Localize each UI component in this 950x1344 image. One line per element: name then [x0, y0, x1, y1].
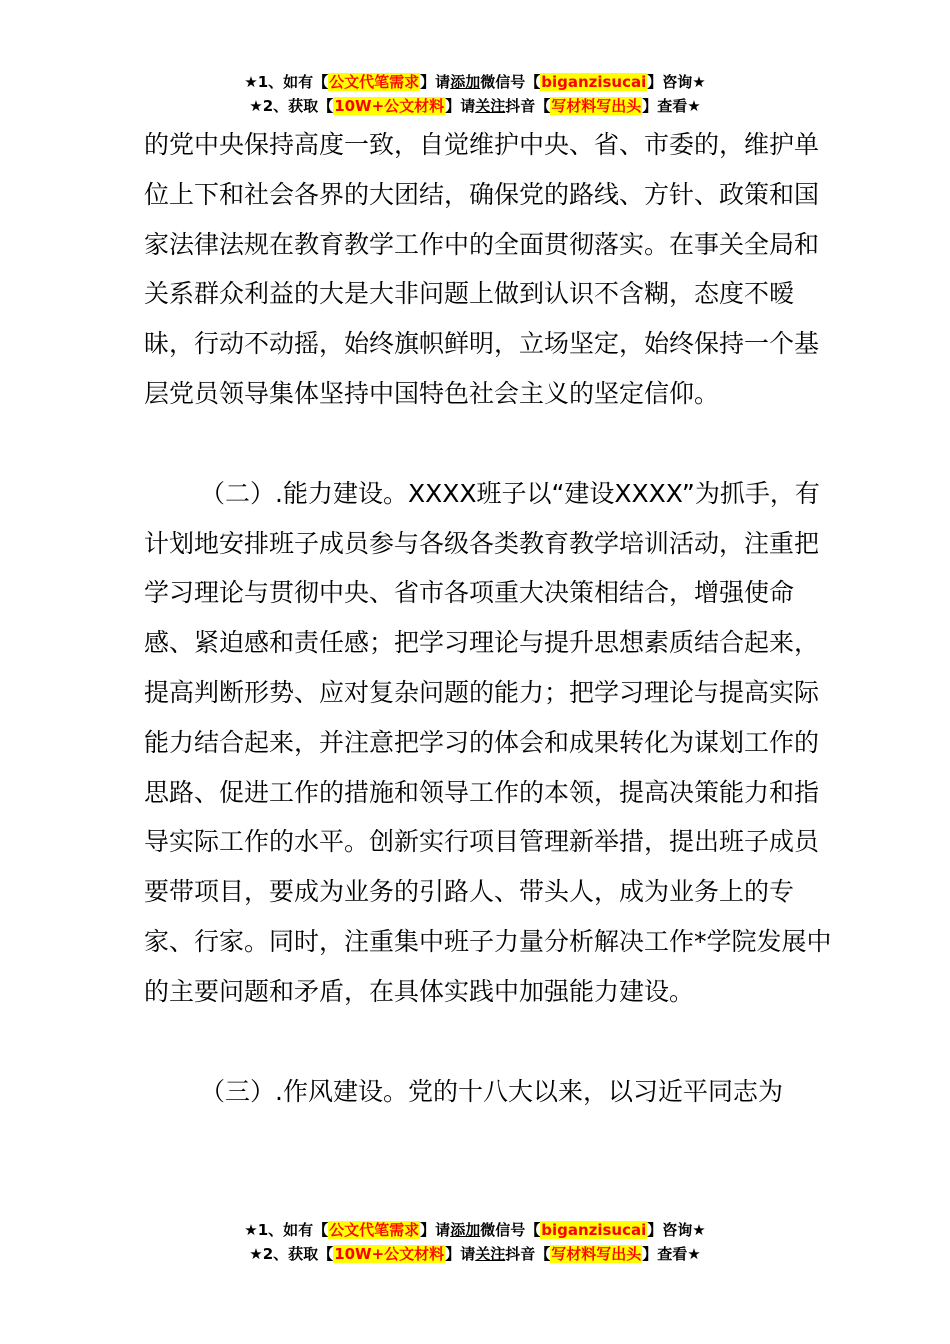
banner-text: 抖音【 [505, 97, 551, 115]
banner-text: 】请 [420, 1221, 451, 1239]
banner-highlight: biganzisucai [541, 73, 647, 91]
banner-emphasis: 关注 [475, 1245, 506, 1263]
banner-highlight: 公文代笔需求 [329, 1221, 420, 1239]
banner-highlight: 写材料写出头 [551, 1245, 642, 1263]
banner-text: 】咨询★ [647, 73, 706, 91]
banner-text: 微信号【 [480, 73, 541, 91]
banner-line-2 [0, 1242, 950, 1266]
banner-line-2 [0, 94, 950, 118]
banner-text: 】请 [445, 1245, 476, 1263]
banner-text: ★2、获取【 [249, 97, 334, 115]
banner-emphasis: 关注 [475, 97, 506, 115]
banner-emphasis: 添加 [450, 73, 481, 91]
banner-highlight: 写材料写出头 [551, 97, 642, 115]
banner-highlight: 公文代笔需求 [329, 73, 420, 91]
banner-text: 】查看★ [642, 1245, 701, 1263]
banner-text: 】请 [445, 97, 476, 115]
banner-highlight: biganzisucai [541, 1221, 647, 1239]
banner-emphasis: 添加 [450, 1221, 481, 1239]
banner-text: 抖音【 [505, 1245, 551, 1263]
header-banner [0, 70, 950, 118]
paragraph-gap [144, 1017, 834, 1067]
banner-text: 】咨询★ [647, 1221, 706, 1239]
banner-highlight: 10W+公文材料 [334, 1245, 445, 1263]
footer-banner [0, 1218, 950, 1266]
paragraph-style-building: （三）.作风建设。党的十八大以来，以习近平同志为 [200, 1076, 783, 1106]
banner-line-1 [0, 70, 950, 94]
paragraph-capacity-building: （二）.能力建设。XXXX班子以“建设XXXX”为抓手，有计划地安排班子成员参与各级各类教育教学培训活动，注重把学习理论与贯彻中央、省市各项重大决策相结合，增强使命感、紧迫感和责任感；把学习理论与提升思想素质结合起来，提高判断形势、应对复杂问题的能力；把学习理论与提高实际能力结合起来，并注意把学习的体会和成果转化为谋划工作的思路、促进工作的措施和领导工作的本领，提高决策能力和指导实际工作的水平。创新实行项目管理新举措，提出班子成员要带项目，要成为业务的引路人、带头人，成为业务上的专家、行家。同时，注重集中班子力量分析解决工作*学院发展中的主要问题和矛盾，在具体实践中加强能力建设。 [144, 478, 832, 1006]
document-body [144, 120, 834, 1116]
banner-text: 微信号【 [480, 1221, 541, 1239]
banner-line-1 [0, 1218, 950, 1242]
banner-highlight: 10W+公文材料 [334, 97, 445, 115]
banner-text: 】请 [420, 73, 451, 91]
banner-text: ★1、如有【 [244, 1221, 329, 1239]
banner-text: ★2、获取【 [249, 1245, 334, 1263]
paragraph-gap [144, 419, 834, 469]
paragraph-continuation: 的党中央保持高度一致，自觉维护中央、省、市委的，维护单位上下和社会各界的大团结，确保党的路线、方针、政策和国家法律法规在教育教学工作中的全面贯彻落实。在事关全局和关系群众利益的大是大非问题上做到认识不含糊，态度不暧昧，行动不动摇，始终旗帜鲜明，立场坚定，始终保持一个基层党员领导集体坚持中国特色社会主义的坚定信仰。 [144, 130, 820, 408]
banner-text: 】查看★ [642, 97, 701, 115]
banner-text: ★1、如有【 [244, 73, 329, 91]
